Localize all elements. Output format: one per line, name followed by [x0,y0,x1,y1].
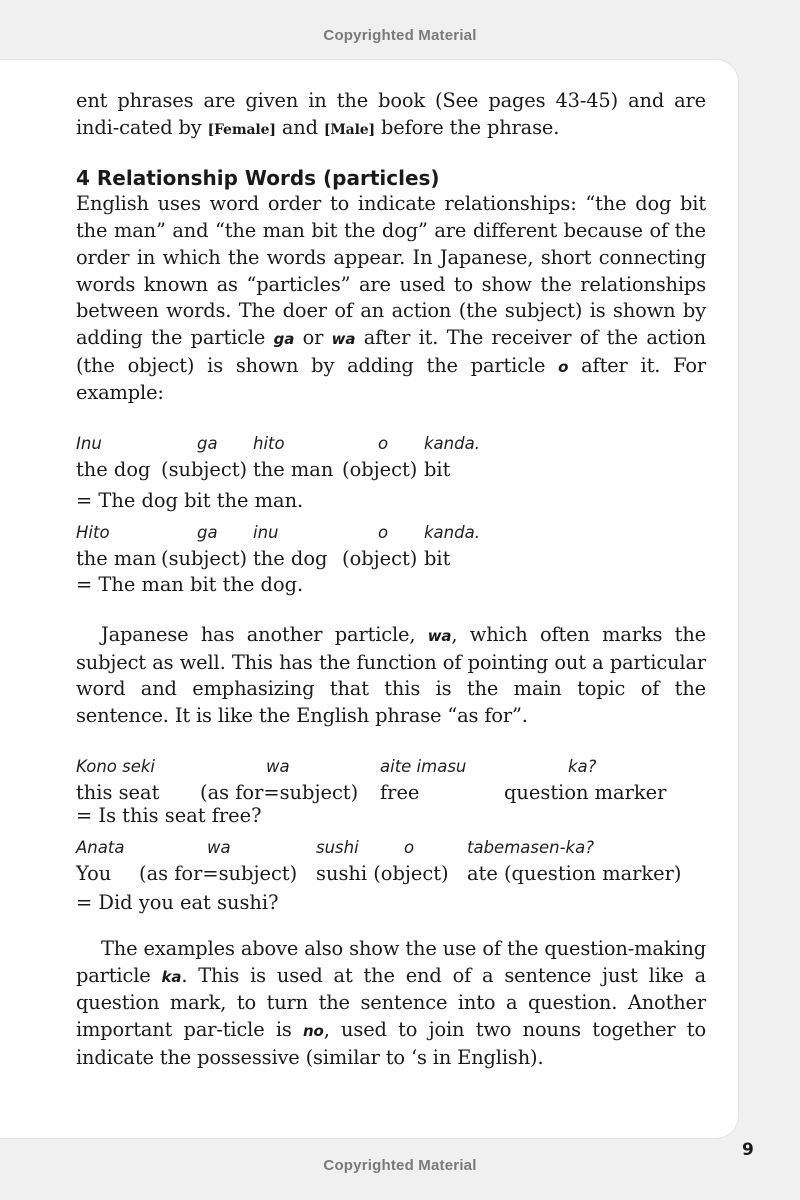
particle-no: no [303,1021,324,1040]
intro-text-2: and [275,115,324,139]
jp-word: Inu [76,434,102,454]
en-gloss: question marker [504,780,667,804]
particles-paragraph [76,191,706,407]
example-japanese-row [76,520,706,546]
p2-text-b: , which often marks the subject as well. This has the function of pointing out a particular word and emphasizing that this is the main topic of the sentence. It is like the English phrase “as for”. [76,623,706,728]
jp-particle: o [404,837,415,857]
example-dog-bit-man [76,431,706,514]
p3-text-c: , used to join two nouns together to indicate the possessive (similar to ‘s in English). [76,1017,706,1069]
en-gloss: (as for=subject) [139,861,298,885]
example-english-row [76,546,706,572]
female-tag: [Female] [207,121,276,138]
en-gloss: (as for=subject) [200,780,359,804]
copyright-watermark-top: Copyrighted Material [323,27,477,44]
en-gloss: (subject) [161,458,248,482]
particle-ga: ga [273,329,295,348]
page-content [76,88,706,1071]
jp-particle: ka? [568,756,597,776]
en-gloss: ate (question marker) [467,861,682,885]
en-gloss: the dog [76,458,151,482]
example-english-row [76,457,706,483]
example-english-row [76,780,706,806]
example-translation: = Did you eat sushi? [76,890,279,914]
particle-o: o [558,357,569,376]
jp-word: sushi [316,837,359,857]
en-gloss: the man [253,458,334,482]
jp-word: tabemasen-ka? [467,837,594,857]
example-japanese-row [76,754,706,780]
particle-ka: ka [161,967,182,986]
particle-wa: wa [331,329,356,348]
jp-word: Hito [76,523,110,543]
p1-text-c: after it. The receiver of the action (the object) is shown by adding the particle [76,325,707,377]
jp-word: Kono seki [76,756,156,776]
jp-word: aite imasu [380,756,467,776]
jp-word: inu [253,523,279,543]
example-translation: = The dog bit the man. [76,489,304,513]
jp-particle: wa [207,837,231,857]
en-gloss: (subject) [161,547,248,571]
jp-particle: o [378,434,389,454]
p3-text-b: . This is used at the end of a sentence just like a question mark, to turn the sentence into a question. Another important par-ticle is [76,963,706,1041]
intro-text: ent phrases are given in the book (See pages 43-45) and are indi-cated by [76,89,706,139]
en-gloss: the dog [253,547,328,571]
example-man-bit-dog [76,520,706,598]
ka-no-paragraph [76,936,706,1072]
jp-word: kanda. [424,434,480,454]
jp-word: Anata [76,837,125,857]
p3-text-a: The examples above also show the use of the question-making particle [76,936,706,987]
page-number: 9 [742,1140,754,1160]
copyright-watermark-bottom: Copyrighted Material [323,1157,477,1174]
en-gloss: this seat [76,780,160,804]
p1-text-b: or [294,325,332,349]
jp-word: kanda. [424,523,480,543]
p1-text-d: after it. For example: [76,353,706,405]
en-gloss: the man [76,547,157,571]
example-english-row [76,861,706,887]
en-gloss: (object) [342,547,418,571]
example-japanese-row [76,835,706,861]
jp-particle: ga [197,523,218,543]
example-eat-sushi [76,835,706,916]
jp-particle: wa [266,756,290,776]
wa-paragraph [76,622,706,730]
jp-particle: o [378,523,389,543]
example-seat-free [76,754,706,829]
intro-paragraph [76,88,706,143]
example-translation: = The man bit the dog. [76,573,304,597]
en-gloss: bit [424,458,451,482]
en-gloss: free [380,780,420,804]
particle-wa: wa [427,627,452,646]
p2-text-a: Japanese has another particle, [101,623,428,647]
en-gloss: sushi (object) [316,861,449,885]
en-gloss: You [76,861,112,885]
example-japanese-row [76,431,706,457]
section-heading: 4 Relationship Words (particles) [76,166,440,191]
intro-text-3: before the phrase. [375,115,560,139]
p1-text-a: English uses word order to indicate relationships: “the dog bit the man” and “the man bit the dog” are different because of the order in which the words appear. In Japanese, short connecting words known as “particles” are used to show the relationships between words. The doer of an action (the subject) is shown by adding the particle [76,192,706,349]
example-translation: = Is this seat free? [76,803,262,827]
jp-particle: ga [197,434,218,454]
en-gloss: bit [424,547,451,571]
en-gloss: (object) [342,458,418,482]
jp-word: hito [253,434,285,454]
male-tag: [Male] [323,121,376,138]
